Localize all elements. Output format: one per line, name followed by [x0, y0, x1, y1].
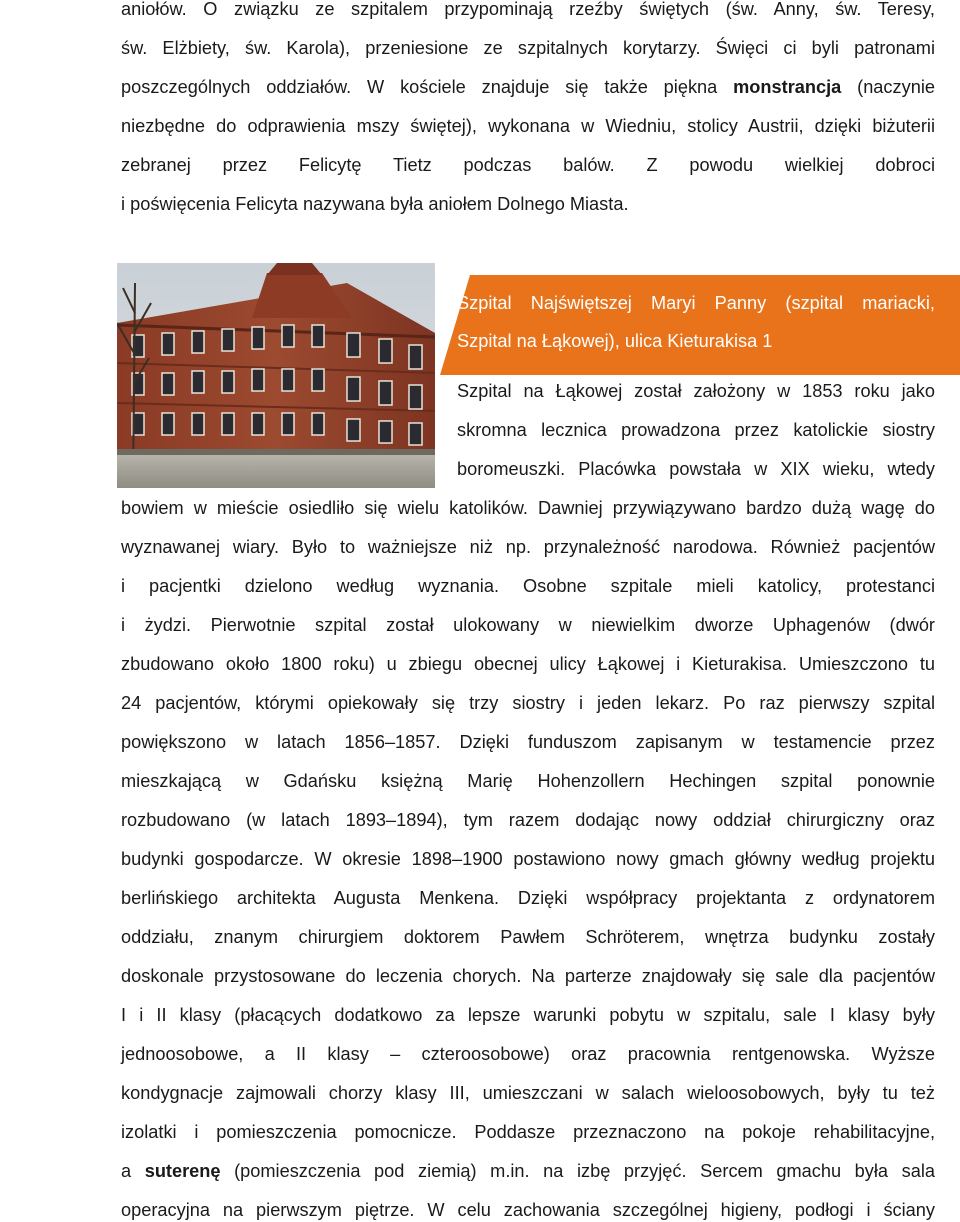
paragraph-line: zebranej przez Felicytę Tietz podczas balów. Z powodu wielkiej dobroci	[121, 155, 935, 175]
paragraph-line: izolatki i pomieszczenia pomocnicze. Poddasze przeznaczono na pokoje rehabilitacyjne,	[121, 1122, 935, 1142]
text-run: a	[121, 1161, 145, 1181]
paragraph-line: rozbudowano (w latach 1893–1894), tym razem dodając nowy oddział chirurgiczny oraz	[121, 810, 935, 830]
text-run: poszczególnych oddziałów. W kościele znajduje się także piękna	[121, 77, 734, 97]
bold-term: monstrancja	[733, 77, 842, 97]
paragraph-line: kondygnacje zajmowali chorzy klasy III, umieszczani w salach wieloosobowych, były tu też	[121, 1083, 935, 1103]
hospital-building-image	[117, 263, 435, 488]
bold-term: suterenę	[144, 1161, 221, 1181]
paragraph-line: budynki gospodarcze. W okresie 1898–1900 postawiono nowy gmach główny według projektu	[121, 849, 935, 869]
hospital-photo	[117, 263, 435, 488]
paragraph-line: aniołów. O związku ze szpitalem przypominają rzeźby świętych (św. Anny, św. Teresy,	[121, 0, 935, 19]
paragraph-line: jednoosobowe, a II klasy – czteroosobowe) oraz pracownia rentgenowska. Wyższe	[121, 1044, 935, 1064]
paragraph-line: św. Elżbiety, św. Karola), przeniesione ze szpitalnych korytarzy. Święci ci byli patronami	[121, 38, 935, 58]
paragraph-line: mieszkającą w Gdańsku księżną Marię Hohenzollern Hechingen szpital ponownie	[121, 771, 935, 791]
paragraph-line: oddziału, znanym chirurgiem doktorem Pawłem Schröterem, wnętrza budynku zostały	[121, 927, 935, 947]
paragraph-line: zbudowano około 1800 roku) u zbiegu obecnej ulicy Łąkowej i Kieturakisa. Umieszczono tu	[121, 654, 935, 674]
section-title-line: Szpital Najświętszej Maryi Panny (szpital mariacki,	[457, 293, 935, 313]
text-run: (naczynie	[841, 77, 935, 97]
section-title-banner	[440, 275, 960, 375]
paragraph-line: boromeuszki. Placówka powstała w XIX wieku, wtedy	[457, 459, 935, 479]
paragraph-line	[121, 1160, 935, 1182]
paragraph-line: i poświęcenia Felicyta nazywana była aniołem Dolnego Miasta.	[121, 194, 629, 214]
section-title-line: Szpital na Łąkowej), ulica Kieturakisa 1	[457, 331, 773, 351]
paragraph-line: Szpital na Łąkowej został założony w 1853 roku jako	[457, 381, 935, 401]
text-run: (pomieszczenia pod ziemią) m.in. na izbę przyjęć. Sercem gmachu była sala	[220, 1161, 935, 1181]
paragraph-line: i pacjentki dzielono według wyznania. Osobne szpitale mieli katolicy, protestanci	[121, 576, 935, 596]
paragraph-line: berlińskiego architekta Augusta Menkena. Dzięki współpracy projektanta z ordynatorem	[121, 888, 935, 908]
paragraph-line: bowiem w mieście osiedliło się wielu katolików. Dawniej przywiązywano bardzo dużą wagę do	[121, 498, 935, 518]
paragraph-line: niezbędne do odprawienia mszy świętej), wykonana w Wiedniu, stolicy Austrii, dzięki biżuterii	[121, 116, 935, 136]
paragraph-line: wyznawanej wiary. Było to ważniejsze niż np. przynależność narodowa. Również pacjentów	[121, 537, 935, 557]
paragraph-line: powiększono w latach 1856–1857. Dzięki funduszom zapisanym w testamencie przez	[121, 732, 935, 752]
paragraph-line: doskonale przystosowane do leczenia chorych. Na parterze znajdowały się sale dla pacjentów	[121, 966, 935, 986]
paragraph-line: skromna lecznica prowadzona przez katolickie siostry	[457, 420, 935, 440]
banner-shape	[440, 275, 960, 375]
paragraph-line: 24 pacjentów, którymi opiekowały się trzy siostry i jeden lekarz. Po raz pierwszy szpital	[121, 693, 935, 713]
paragraph-line: operacyjna na pierwszym piętrze. W celu zachowania szczególnej higieny, podłogi i ściany	[121, 1200, 935, 1220]
paragraph-line: I i II klasy (płacących dodatkowo za lepsze warunki pobytu w szpitalu, sale I klasy były	[121, 1005, 935, 1025]
paragraph-line: i żydzi. Pierwotnie szpital został ulokowany w niewielkim dworze Uphagenów (dwór	[121, 615, 935, 635]
paragraph-line	[121, 76, 935, 98]
